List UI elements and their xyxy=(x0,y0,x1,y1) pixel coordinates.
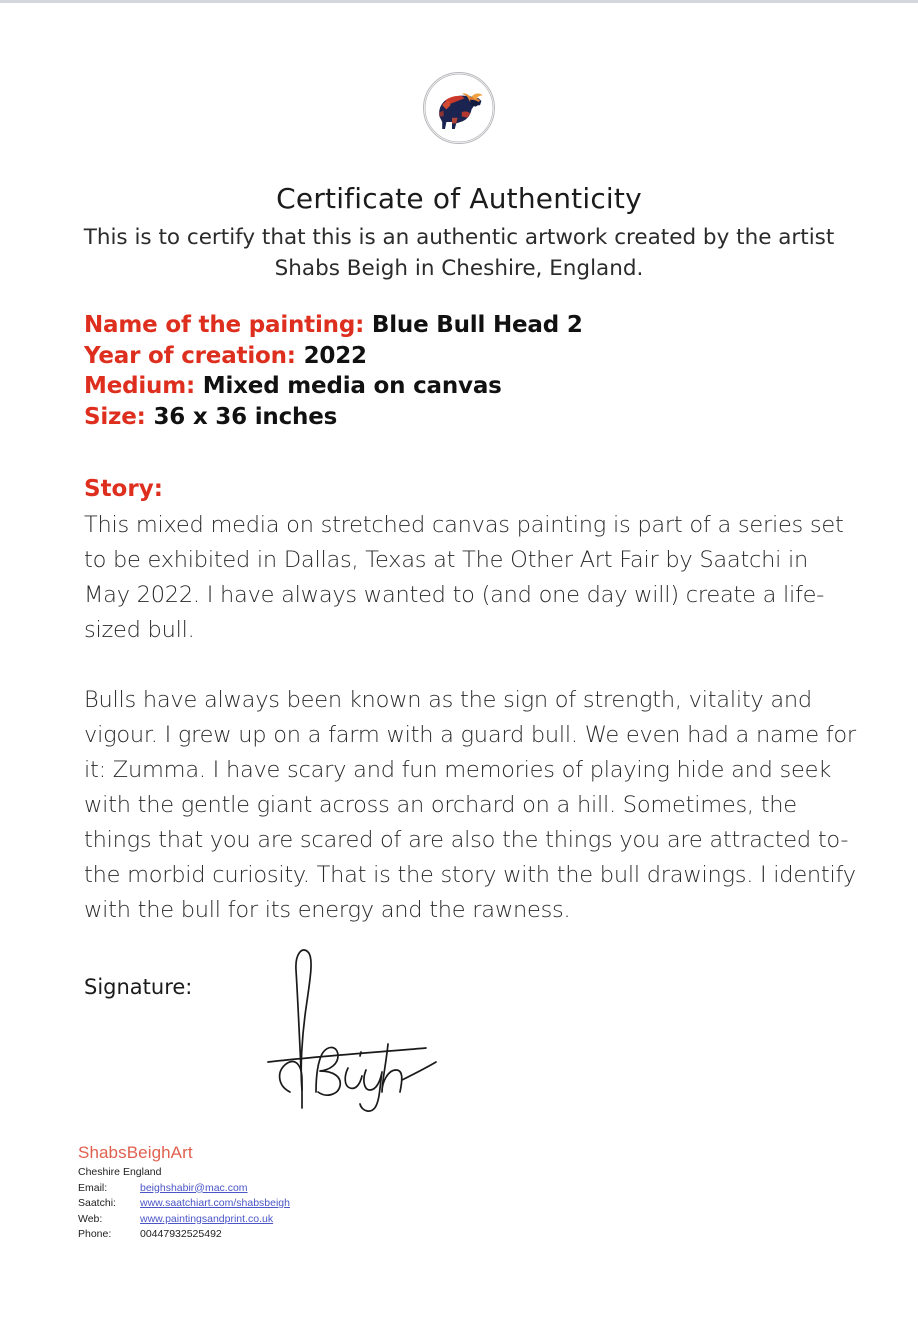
phone-value: 00447932525492 xyxy=(140,1228,222,1240)
footer-contact-table xyxy=(78,1180,290,1242)
story-heading: Story: xyxy=(84,476,163,502)
footer-contact-block xyxy=(78,1143,498,1242)
detail-value: Blue Bull Head 2 xyxy=(371,312,583,338)
page-top-edge xyxy=(0,0,918,3)
saatchi-link[interactable]: www.saatchiart.com/shabsbeigh xyxy=(140,1197,290,1209)
footer-location: Cheshire England xyxy=(78,1166,162,1178)
page-title: Certificate of Authenticity xyxy=(276,182,642,215)
detail-value: Mixed media on canvas xyxy=(202,373,502,399)
detail-row-name xyxy=(84,310,864,341)
detail-row-medium xyxy=(84,371,864,402)
detail-row-size xyxy=(84,402,864,433)
detail-row-year xyxy=(84,341,864,372)
contact-value xyxy=(140,1180,290,1196)
contact-value xyxy=(140,1211,290,1227)
contact-key: Email: xyxy=(78,1181,108,1194)
contact-key: Web: xyxy=(78,1212,103,1225)
contact-row-phone xyxy=(78,1227,290,1243)
web-link[interactable]: www.paintingsandprint.co.uk xyxy=(140,1212,274,1225)
story-paragraph: Bulls have always been known as the sign of strength, vitality and vigour. I grew up on a farm with a guard bull. We even had a name for it: Zumma. I have scary and fun memories of playing hide and seek with the gentle giant across an orchard on a hill. Sometimes, the things that you are scared of are also the things you are attracted to- the morbid curiosity. That is the story with the bull drawings. I identify with the bull for its energy and the rawness. xyxy=(84,687,856,923)
contact-value xyxy=(140,1196,290,1212)
certify-statement: This is to certify that this is an authentic artwork created by the artist Shabs Beigh in Cheshire, England. xyxy=(83,225,835,281)
detail-label: Size: xyxy=(84,403,146,430)
story-paragraph: This mixed media on stretched canvas painting is part of a series set to be exhibited in Dallas, Texas at The Other Art Fair by Saatchi in May 2022. I have always wanted to (and one day will) create a life-sized bull. xyxy=(84,512,844,643)
detail-value: 36 x 36 inches xyxy=(153,403,338,430)
logo-container xyxy=(0,72,918,144)
footer-brand: ShabsBeighArt xyxy=(78,1143,193,1162)
contact-row-email xyxy=(78,1180,290,1196)
bull-logo-icon xyxy=(423,72,495,144)
contact-row-saatchi xyxy=(78,1196,290,1212)
detail-label: Year of creation: xyxy=(84,342,296,369)
artwork-details xyxy=(84,310,864,432)
detail-value: 2022 xyxy=(303,342,367,369)
signature-mark xyxy=(230,940,460,1120)
detail-label: Name of the painting: xyxy=(84,312,365,338)
signature-label: Signature: xyxy=(84,975,193,999)
contact-key: Saatchi: xyxy=(78,1197,116,1209)
contact-row-web xyxy=(78,1211,290,1227)
email-link[interactable]: beighshabir@mac.com xyxy=(140,1181,248,1194)
story-body xyxy=(84,508,856,928)
contact-key: Phone: xyxy=(78,1228,112,1240)
detail-label: Medium: xyxy=(84,373,195,399)
